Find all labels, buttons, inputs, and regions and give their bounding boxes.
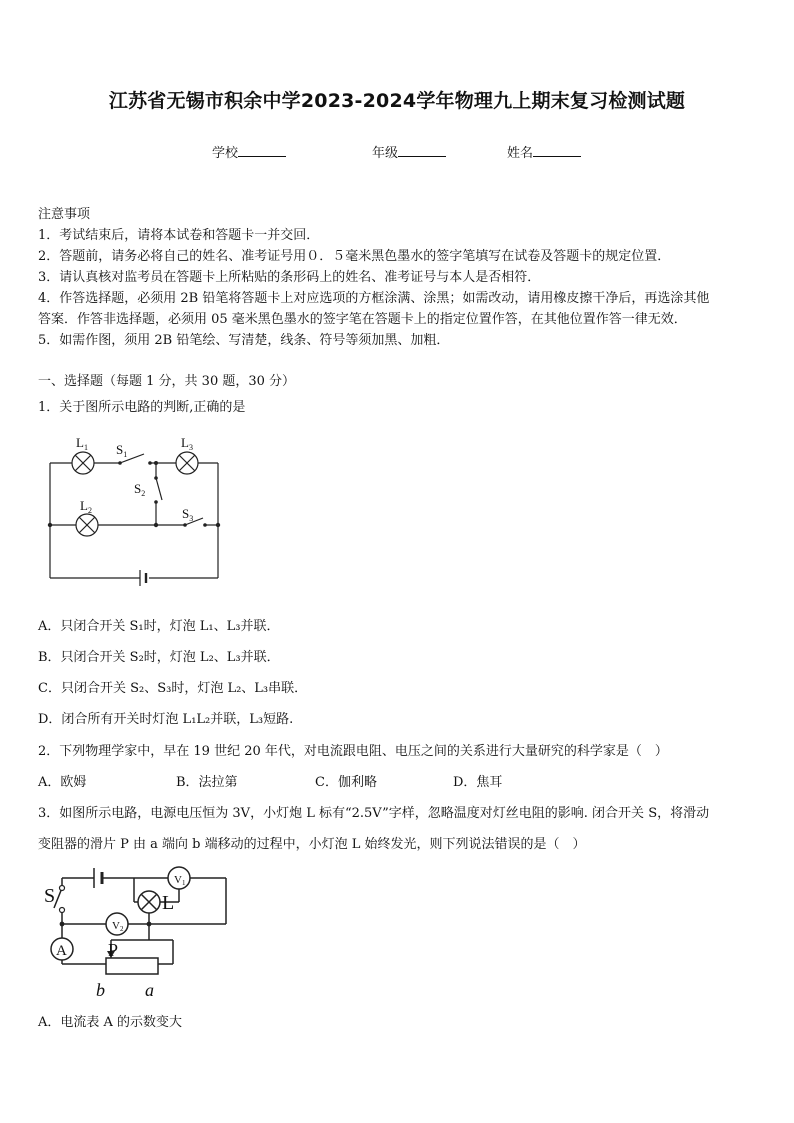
name-label: 姓名 (507, 146, 534, 161)
notice-item: 2．答题前，请务必将自己的姓名、准考证号用０．５毫米黑色墨水的签字笔填写在试卷及答题卡的规定位置． (38, 249, 671, 264)
label-l: L (162, 892, 175, 914)
notice-heading: 注意事项 (38, 207, 91, 222)
lamp-l1-icon (72, 452, 94, 474)
label-v1: V1 (174, 874, 186, 887)
q3-option-a: A．电流表 A 的示数变大 (38, 1015, 183, 1030)
q1-option-b: B．只闭合开关 S₂时，灯泡 L₂、L₃并联． (38, 650, 280, 665)
battery-icon (140, 570, 146, 586)
battery-icon (94, 868, 102, 888)
school-field (212, 142, 286, 161)
lamp-l2-icon (76, 514, 98, 536)
question-2-stem: 2．下列物理学家中，早在 19 世纪 20 年代，对电流跟电阻、电压之间的关系进行大量研究的科学家是（ ） (38, 744, 668, 759)
q1-option-c: C．只闭合开关 S₂、S₃时，灯泡 L₂、L₃串联． (38, 681, 308, 696)
q2-option-a: A．欧姆 (38, 775, 87, 790)
q2-option-c: C．伽利略 (315, 775, 377, 790)
name-field (507, 142, 581, 161)
question-3-stem-line1: 3．如图所示电路，电源电压恒为 3V，小灯炮 L 标有“2.5V”字样，忽略温度对灯丝电阻的影响. 闭合开关 S，将滑动 (38, 806, 710, 821)
q2-option-d: D．焦耳 (453, 775, 503, 790)
notice-item: 5．如需作图，须用 2B 铅笔绘、写清楚，线条、符号等须加黑、加粗． (38, 333, 450, 348)
label-s3: $S_3$ (182, 506, 194, 523)
notice-item: 1．考试结束后，请将本试卷和答题卡一并交回． (38, 228, 320, 243)
q1-option-d: D．闭合所有开关时灯泡 L₁L₂并联，L₃短路. (38, 712, 294, 727)
question-3-stem-line2: 变阻器的滑片 P 由 a 端向 b 端移动的过程中，小灯泡 L 始终发光，则下列说法错误的是（ ） (38, 837, 586, 852)
question-1-stem: 1．关于图所示电路的判断,正确的是 (38, 400, 246, 415)
label-a: A (56, 943, 67, 959)
circuit-diagram-3 (40, 862, 230, 1002)
label-s2: $S_2$ (134, 481, 146, 498)
lamp-l3-icon (176, 452, 198, 474)
school-label: 学校 (212, 146, 239, 161)
label-b: b (96, 980, 105, 1000)
label-l1: $L_1$ (76, 435, 88, 452)
label-l2: $L_2$ (80, 498, 92, 515)
notice-item: 答案．作答非选择题，必须用 05 毫米黑色墨水的签字笔在答题卡上的指定位置作答，在其他位置作答一律无效． (38, 312, 687, 327)
circuit-diagram-1 (40, 430, 230, 586)
label-s1: $S_1$ (116, 442, 128, 459)
page-title: 江苏省无锡市积余中学2023-2024学年物理九上期末复习检测试题 (108, 90, 686, 112)
label-l3: $L_3$ (181, 435, 193, 452)
q1-option-a: A．只闭合开关 S₁时，灯泡 L₁、L₃并联． (38, 619, 280, 634)
grade-field (372, 142, 446, 161)
q2-option-b: B．法拉第 (176, 775, 238, 790)
notice-item: 3．请认真核对监考员在答题卡上所粘贴的条形码上的姓名、准考证号与本人是否相符． (38, 270, 541, 285)
label-s: S (44, 885, 56, 907)
section-heading: 一、选择题（每题 1 分，共 30 题，30 分） (38, 374, 296, 389)
notice-item: 4．作答选择题，必须用 2B 铅笔将答题卡上对应选项的方框涂满、涂黑；如需改动，请用橡皮擦干净后，再选涂其他 (38, 291, 710, 306)
grade-label: 年级 (372, 146, 399, 161)
label-p: P (108, 940, 119, 960)
label-a-end: a (145, 980, 154, 1000)
label-v2: V2 (112, 920, 124, 933)
